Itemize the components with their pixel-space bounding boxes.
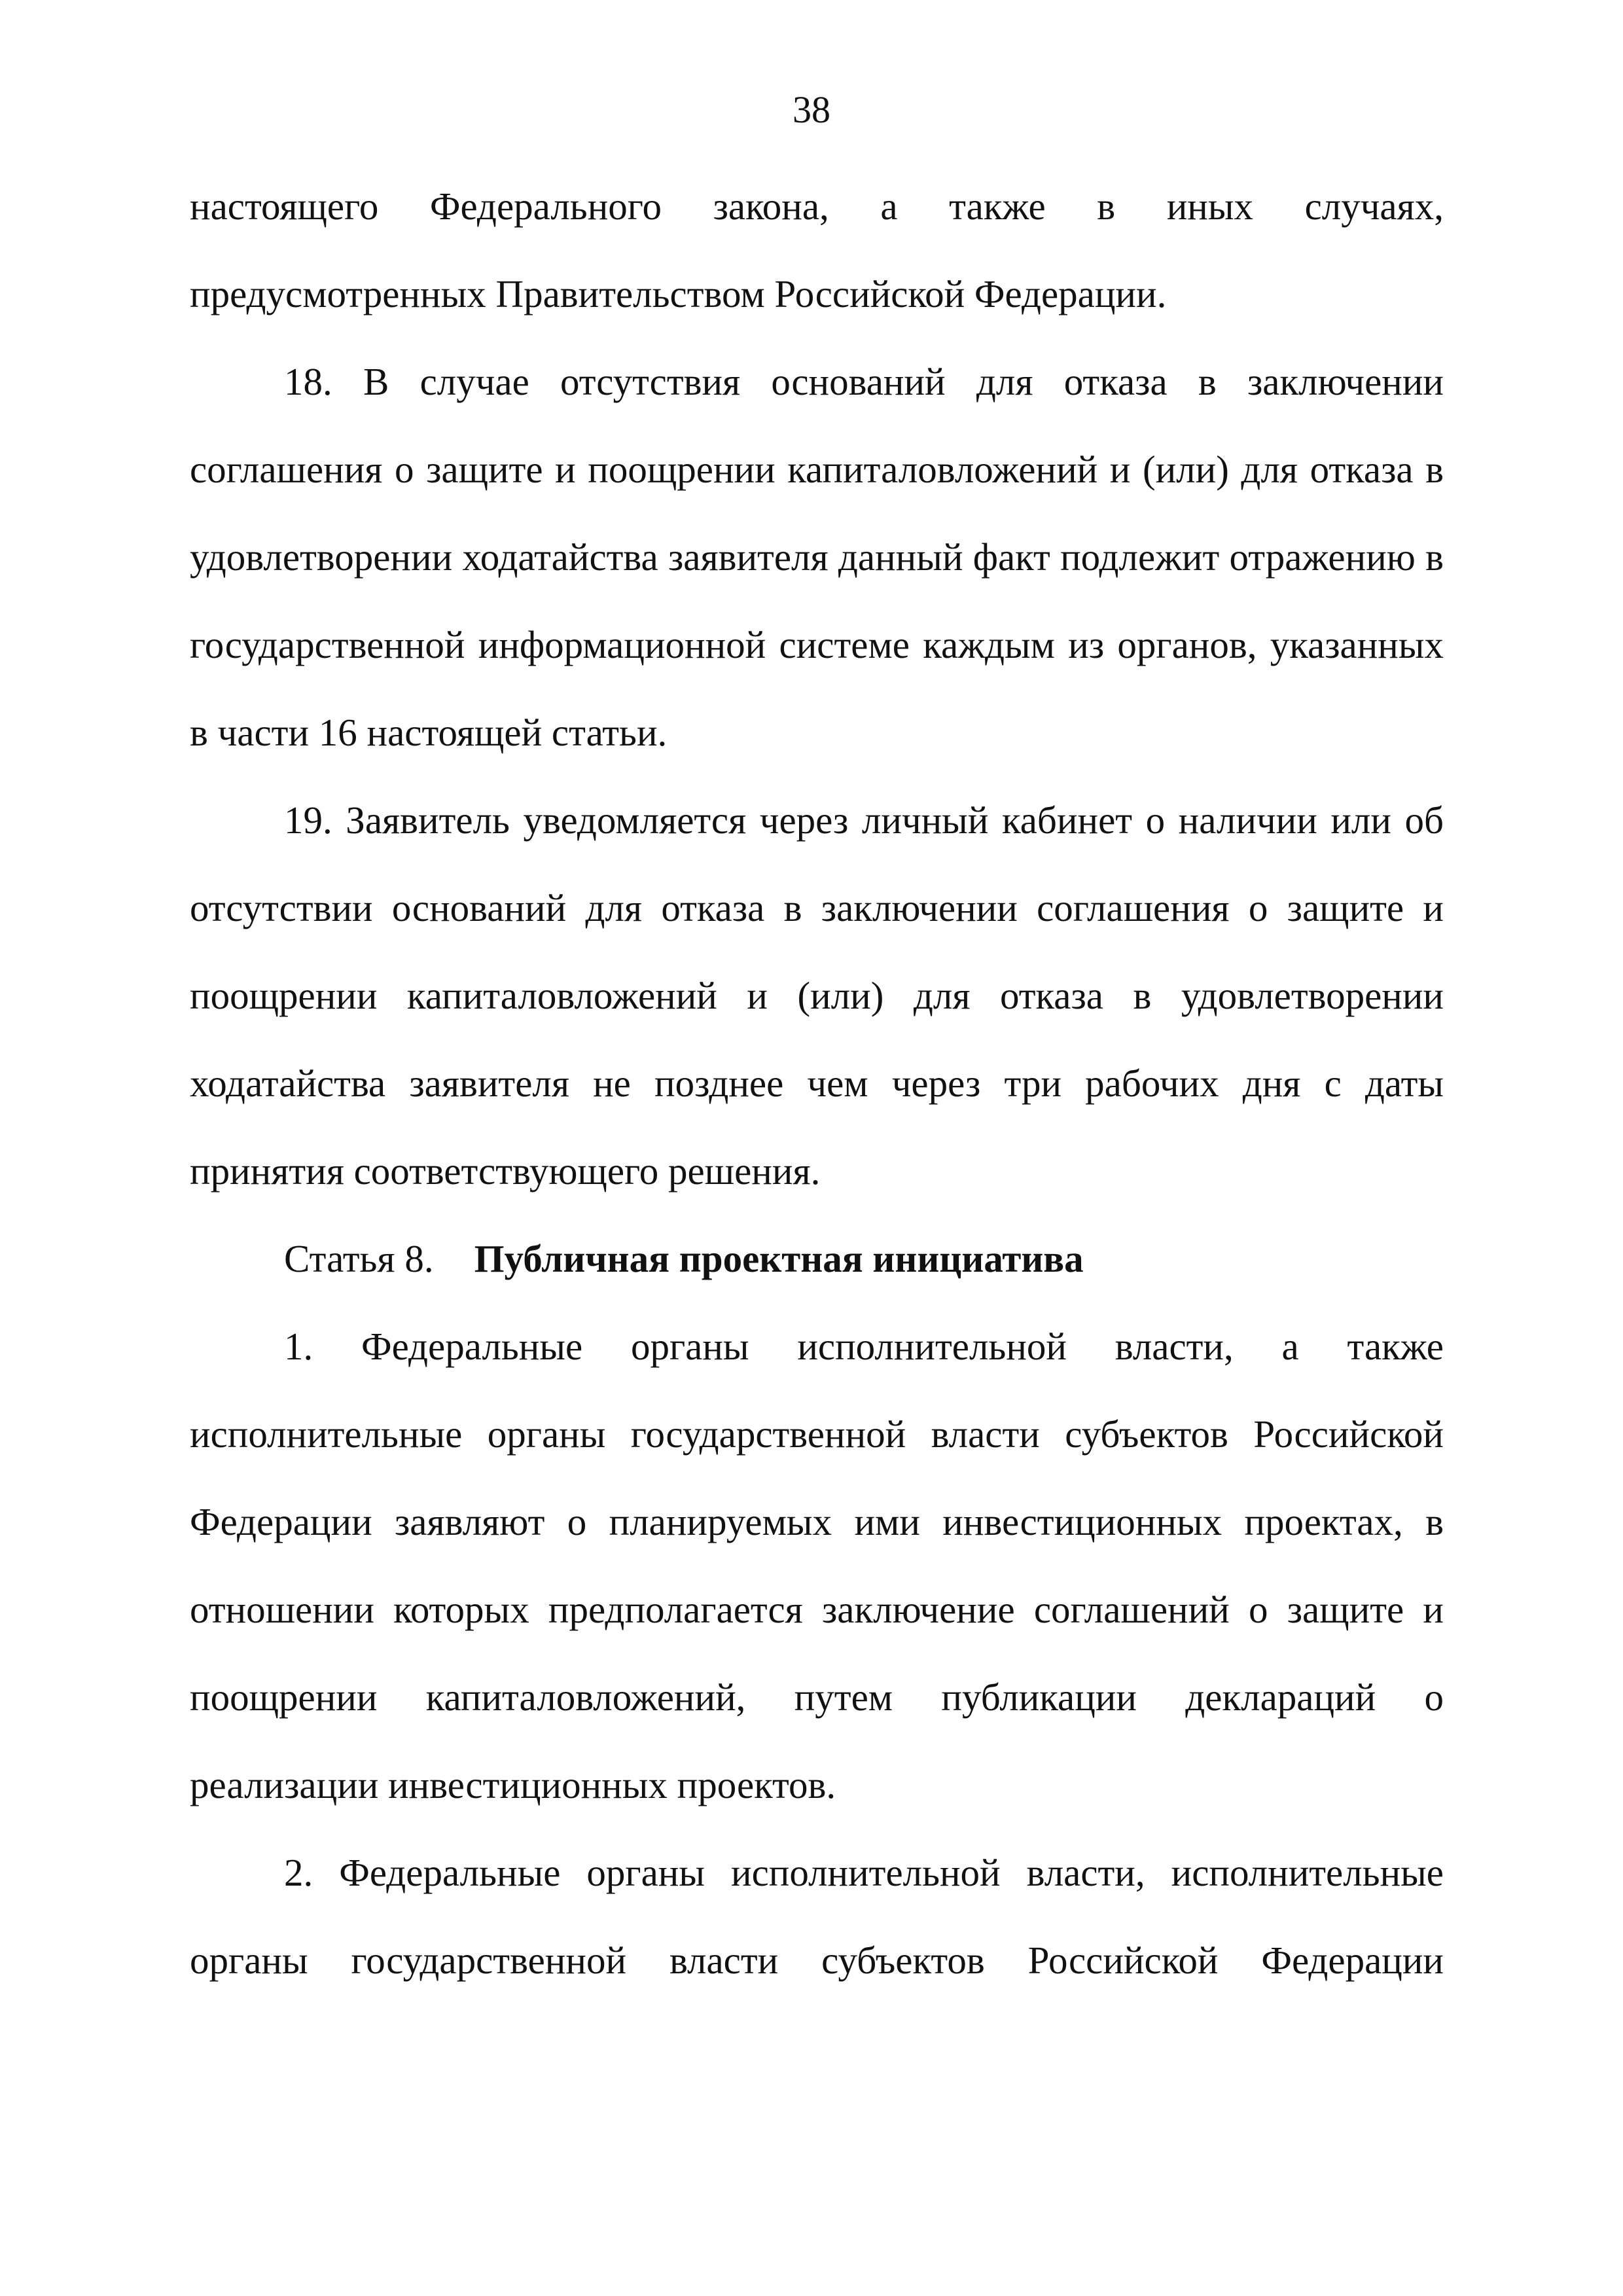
- article-8-paragraph-2: 2. Федеральные органы исполнительной власти, исполнительные органы государственной власти субъектов Российской Федерации: [190, 1851, 1444, 1982]
- article-8-heading: [190, 1215, 1444, 1302]
- paragraph-18: 18. В случае отсутствия оснований для отказа в заключении соглашения о защите и поощрении капиталовложений и (или) для отказа в удовлетворении ходатайства заявителя данный факт подлежит отражению в государственной информационной системе каждым из органов, указанных в части 16 настоящей статьи.: [190, 360, 1444, 754]
- article-label: Статья 8.: [284, 1237, 434, 1280]
- article-title: Публичная проектная инициатива: [474, 1237, 1084, 1280]
- paragraph-continued: настоящего Федерального закона, а также в иных случаях, предусмотренных Правительством Российской Федерации.: [190, 185, 1444, 315]
- page-number: 38: [793, 88, 830, 131]
- article-8-paragraph-1: 1. Федеральные органы исполнительной власти, а также исполнительные органы государственной власти субъектов Российской Федерации заявляют о планируемых ими инвестиционных проектах, в отношении которых предполагается заключение соглашений о защите и поощрении капиталовложений, путем публикации деклараций о реализации инвестиционных проектов.: [190, 1325, 1444, 1806]
- paragraph-19: 19. Заявитель уведомляется через личный кабинет о наличии или об отсутствии оснований для отказа в заключении соглашения о защите и поощрении капиталовложений и (или) для отказа в удовлетворении ходатайства заявителя не позднее чем через три рабочих дня с даты принятия соответствующего решения.: [190, 798, 1444, 1193]
- document-body: [190, 162, 1444, 2004]
